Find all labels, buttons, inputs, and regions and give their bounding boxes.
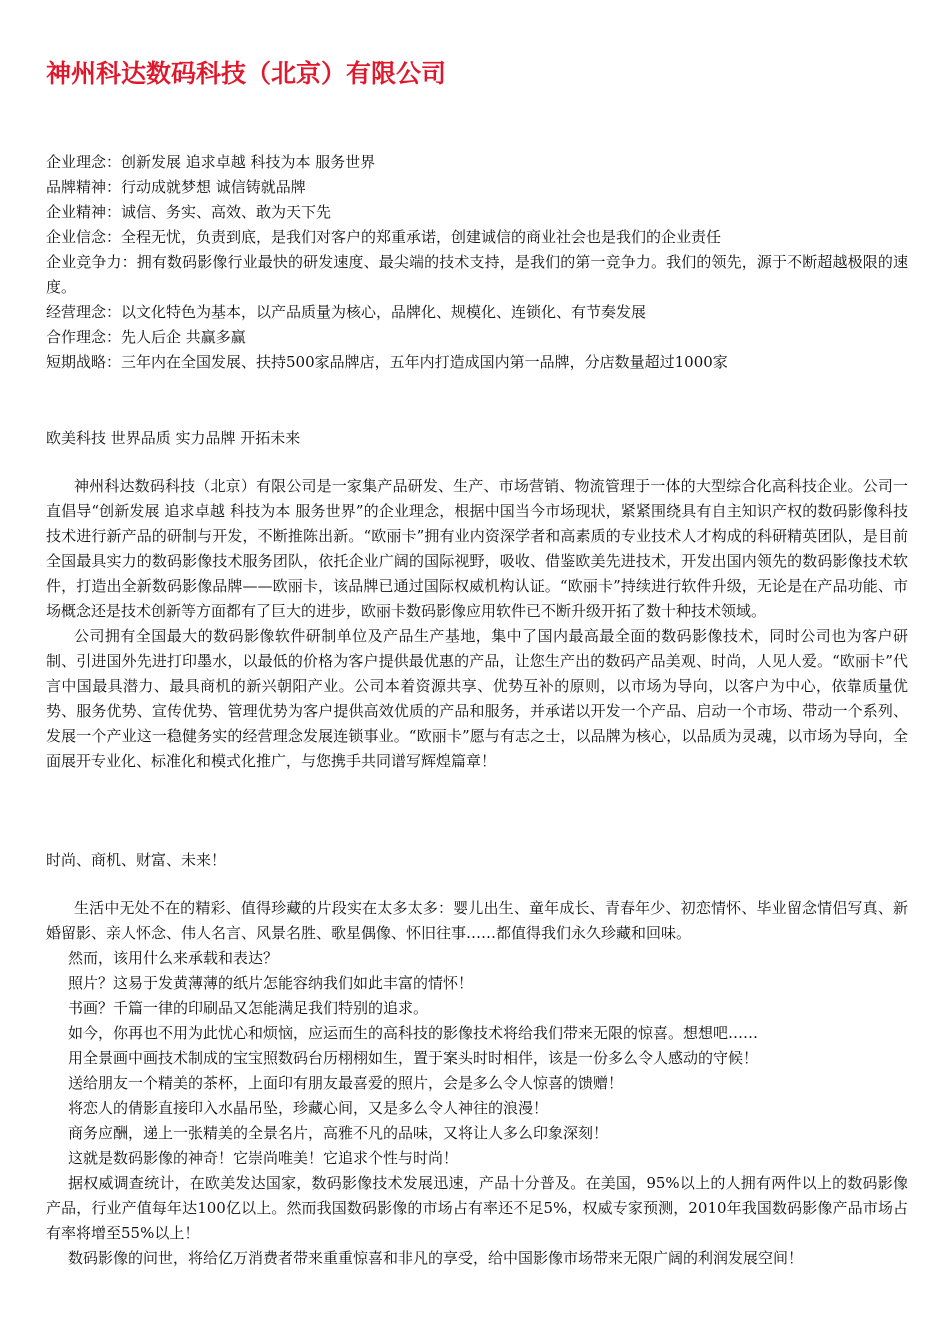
value-line: 短期战略：三年内在全国发展、扶持500家品牌店，五年内打造成国内第一品牌，分店数量超过1000家 <box>46 353 728 371</box>
value-line: 合作理念：先人后企 共赢多赢 <box>46 328 246 346</box>
life-line: 书画？千篇一律的印刷品又怎能满足我们特别的追求。 <box>68 999 429 1017</box>
life-line: 然而，该用什么来承载和表达？ <box>68 949 279 967</box>
tagline <box>46 848 908 873</box>
slogan-text: 欧美科技 世界品质 实力品牌 开拓未来 <box>46 429 301 447</box>
value-line: 企业精神：诚信、务实、高效、敢为天下先 <box>46 203 332 221</box>
life-line: 商务应酬，递上一张精美的全景名片，高雅不凡的品味，又将让人多么印象深刻！ <box>68 1124 609 1142</box>
life-line: 数码影像的问世，将给亿万消费者带来重重惊喜和非凡的享受，给中国影像市场带来无限广阔的利润发展空间！ <box>68 1249 804 1267</box>
life-line: 送给朋友一个精美的茶杯，上面印有朋友最喜爱的照片，会是多么令人惊喜的馈赠！ <box>68 1074 624 1092</box>
tagline-text: 时尚、商机、财富、未来！ <box>46 851 227 869</box>
page-title: 神州科达数码科技（北京）有限公司 <box>46 59 447 88</box>
life-line: 据权威调查统计，在欧美发达国家，数码影像技术发展迅速，产品十分普及。在美国，95%以上的人拥有两件以上的数码影像产品，行业产值每年达100亿以上。然而我国数码影像的市场占有率还不足5%，权威专家预测，2010年我国数码影像产品市场占有率将增至55%以上！ <box>46 1174 908 1242</box>
value-line: 企业竞争力：拥有数码影像行业最快的研发速度、最尖端的技术支持，是我们的第一竞争力。我们的领先，源于不断超越极限的速度。 <box>46 253 908 296</box>
life-line: 用全景画中画技术制成的宝宝照数码台历栩栩如生，置于案头时时相伴，该是一份多么令人感动的守候！ <box>68 1049 759 1067</box>
value-line: 企业理念：创新发展 追求卓越 科技为本 服务世界 <box>46 153 376 171</box>
life-intro-paragraph: 生活中无处不在的精彩、值得珍藏的片段实在太多太多：婴儿出生、童年成长、青春年少、初恋情怀、毕业留念情侣写真、新婚留影、亲人怀念、伟人名言、风景名胜、歌星偶像、怀旧往事……都值得我们永久珍藏和回味。 <box>46 899 908 942</box>
life-line: 将恋人的倩影直接印入水晶吊坠，珍藏心间，又是多么令人神往的浪漫！ <box>68 1099 549 1117</box>
value-line: 经营理念：以文化特色为基本，以产品质量为核心，品牌化、规模化、连锁化、有节奏发展 <box>46 303 647 321</box>
value-line: 企业信念：全程无忧，负责到底，是我们对客户的郑重承诺，创建诚信的商业社会也是我们的企业责任 <box>46 228 722 246</box>
life-line: 这就是数码影像的神奇！它崇尚唯美！它追求个性与时尚！ <box>68 1149 459 1167</box>
life-section <box>46 896 908 1271</box>
life-line: 照片？这易于发黄薄薄的纸片怎能容纳我们如此丰富的情怀！ <box>68 974 474 992</box>
slogan <box>46 426 908 451</box>
value-line: 品牌精神：行动成就梦想 诚信铸就品牌 <box>46 178 306 196</box>
intro-paragraph: 公司拥有全国最大的数码影像软件研制单位及产品生产基地，集中了国内最高最全面的数码影像技术，同时公司也为客户研制、引进国外先进打印墨水，以最低的价格为客户提供最优惠的产品，让您生产出的数码产品美观、时尚，人见人爱。“欧丽卡”代言中国最具潜力、最具商机的新兴朝阳产业。公司本着资源共享、优势互补的原则，以市场为导向，以客户为中心，依靠质量优势、服务优势、宣传优势、管理优势为客户提供高效优质的产品和服务，并承诺以开发一个产品、启动一个市场、带动一个系列、发展一个产业这一稳健务实的经营理念发展连锁事业。“欧丽卡”愿与有志之士，以品牌为核心，以品质为灵魂，以市场为导向，全面展开专业化、标准化和模式化推广，与您携手共同谱写辉煌篇章！ <box>46 627 908 770</box>
company-intro <box>46 474 908 774</box>
company-values <box>46 150 908 375</box>
life-line: 如今，你再也不用为此忧心和烦恼，应运而生的高科技的影像技术将给我们带来无限的惊喜。想想吧…… <box>68 1024 759 1042</box>
intro-paragraph: 神州科达数码科技（北京）有限公司是一家集产品研发、生产、市场营销、物流管理于一体的大型综合化高科技企业。公司一直倡导“创新发展 追求卓越 科技为本 服务世界”的企业理念，根据中国当今市场现状，紧紧围绕具有自主知识产权的数码影像科技技术进行新产品的研制与开发，不断推陈出新。“欧丽卡”拥有业内资深学者和高素质的专业技术人才构成的科研精英团队，是目前全国最具实力的数码影像技术服务团队，依托企业广阔的国际视野，吸收、借鉴欧美先进技术，开发出国内领先的数码影像技术软件，打造出全新数码影像品牌——欧丽卡，该品牌已通过国际权威机构认证。“欧丽卡”持续进行软件升级，无论是在产品功能、市场概念还是技术创新等方面都有了巨大的进步，欧丽卡数码影像应用软件已不断升级开拓了数十种技术领域。 <box>46 477 908 620</box>
